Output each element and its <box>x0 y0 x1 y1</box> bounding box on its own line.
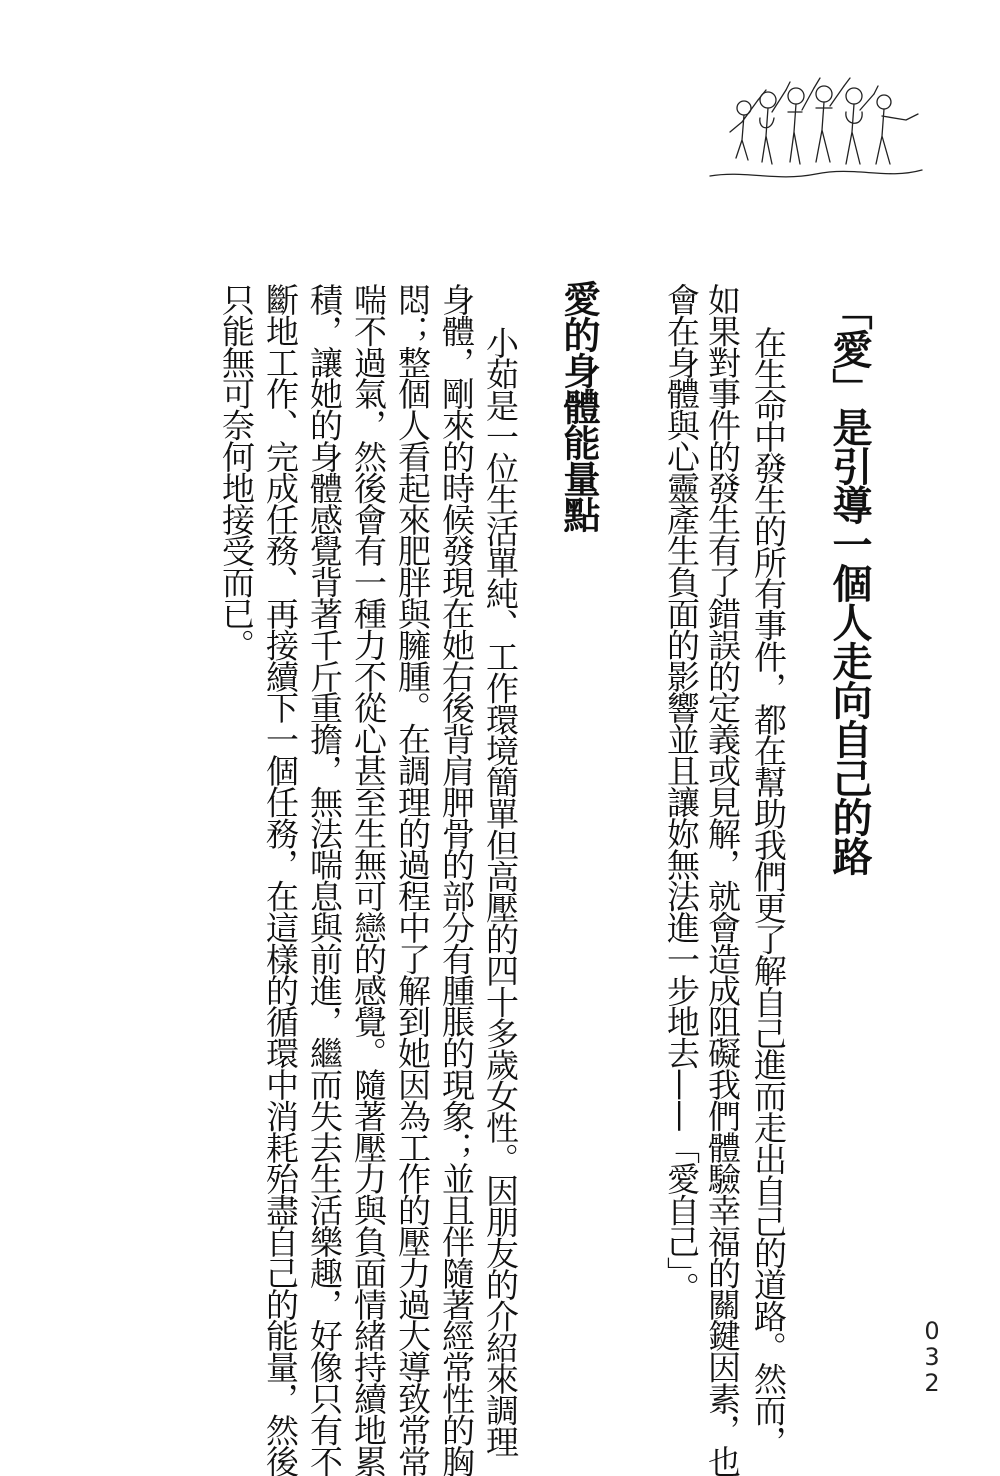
intro-paragraph-column: 在生命中發生的所有事件，都在幫助我們更了解自己進而走出自己的道路。然而， <box>749 326 788 1457</box>
body-paragraph-column: 身體，剛來的時候發現在她右後背肩胛骨的部分有腫脹的現象；並且伴隨著經常性的胸 <box>437 283 476 1476</box>
body-paragraph-column: 只能無可奈何地接受而已。 <box>217 283 256 660</box>
body-paragraph-column: 喘不過氣，然後會有一種力不從心甚至生無可戀的感覺。隨著壓力與負面情緒持續地累 <box>349 283 388 1476</box>
intro-paragraph-column: 會在身體與心靈產生負面的影響並且讓妳無法進一步地去——「愛自己」。 <box>662 283 701 1303</box>
page-number: 032 <box>924 1317 940 1397</box>
body-paragraph-column: 小茹是一位生活單純、工作環境簡單但高壓的四十多歲女性。因朋友的介紹來調理 <box>481 326 520 1457</box>
body-paragraph-column: 悶；整個人看起來肥胖與臃腫。在調理的過程中了解到她因為工作的壓力過大導致常常 <box>393 283 432 1476</box>
body-paragraph-column: 積，讓她的身體感覺背著千斤重擔，無法喘息與前進，繼而失去生活樂趣，好像只有不 <box>305 283 344 1476</box>
people-holding-hands-illustration <box>706 70 926 190</box>
intro-paragraph-column: 如果對事件的發生有了錯誤的定義或見解，就會造成阻礙我們體驗幸福的關鍵因素，也 <box>703 283 742 1476</box>
chapter-heading: 「愛」是引導一個人走向自己的路 <box>826 290 873 875</box>
section-title: 愛的身體能量點 <box>557 280 601 532</box>
body-paragraph-column: 斷地工作、完成任務、再接續下一個任務，在這樣的循環中消耗殆盡自己的能量，然後 <box>261 283 300 1476</box>
